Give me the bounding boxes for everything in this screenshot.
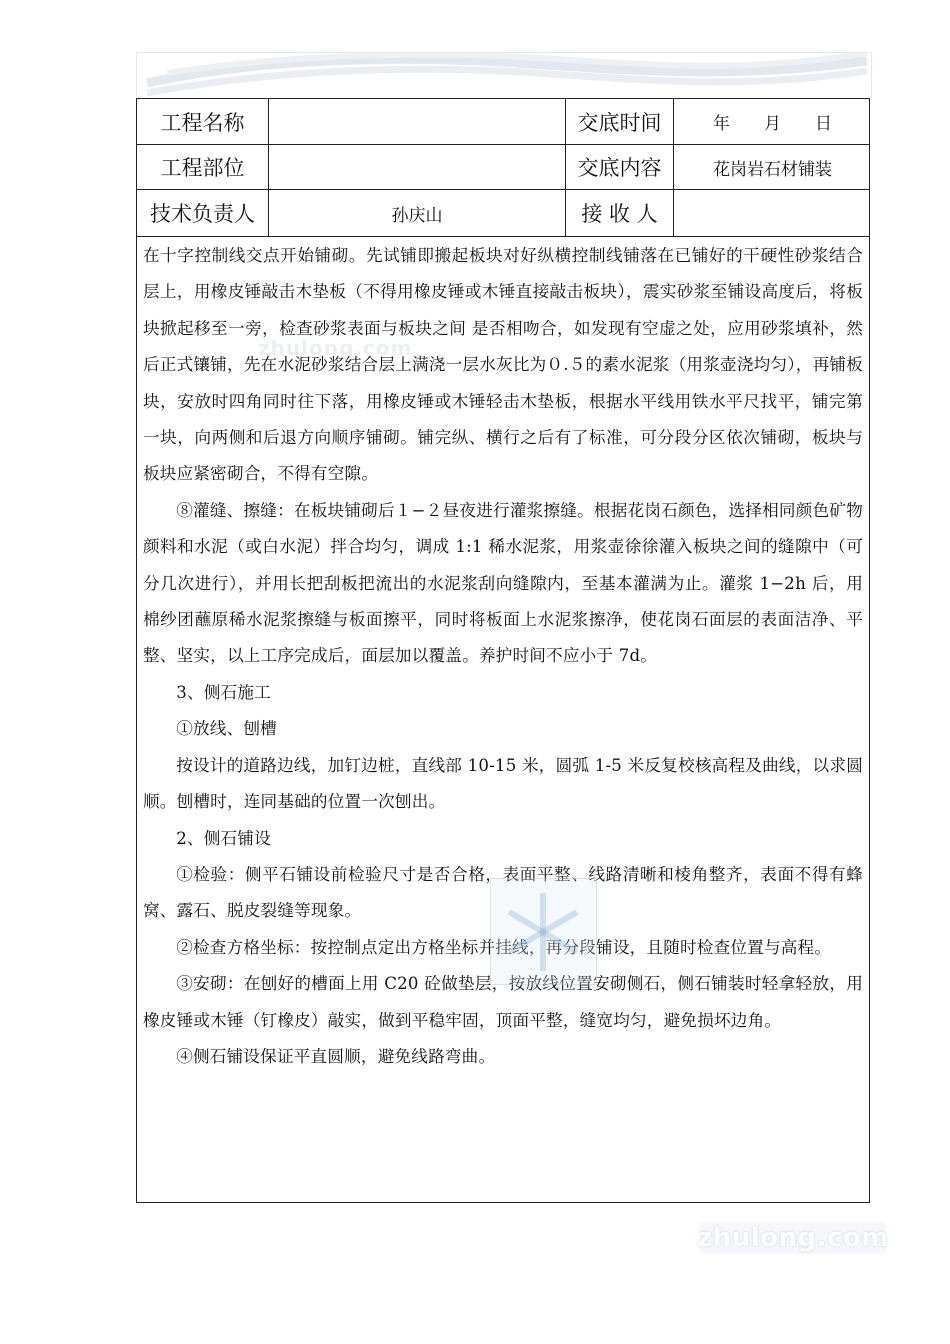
- faint-watermark-text: zhulong.com: [258, 336, 413, 360]
- project-part-label: 工程部位: [160, 156, 245, 180]
- zhulong-watermark: zhulong.com: [697, 1223, 889, 1253]
- handover-time-label: 交底时间: [577, 110, 662, 135]
- section-heading-curbstone: 3、侧石施工: [176, 682, 271, 702]
- handover-content-value: 花岗岩石材铺装: [713, 159, 832, 180]
- paragraph-grouting: ⑧灌缝、擦缝：在板块铺砌后１−２昼夜进行灌浆擦缝。根据花岗石颜色，选择相同颜色矿物颜料和水泥（或白水泥）拌合均匀，调成 1:1 稀水泥浆，用浆壶徐徐灌入板块之间的缝隙中（可分几次进行），并用长把刮板把流出的水泥浆刮向缝隙内，至基本灌满为止。灌浆 1−2h 后，用棉纱团蘸原稀水泥浆擦缝与板面擦平，同时将板面上水泥浆擦净，使花岗石面层的表面洁净、平整、坚实，以上工序完成后，面层加以覆盖。养护时间不应小于 7d。: [143, 500, 863, 666]
- paragraph-paving: 在十字控制线交点开始铺砌。先试铺即搬起板块对好纵横控制线铺落在已铺好的干硬性砂浆结合层上，用橡皮锤敲击木垫板（不得用橡皮锤或木锤直接敲击板块），震实砂浆至铺设高度后，将板块掀起移至一旁，检查砂浆表面与板块之间 是否相吻合，如发现有空虚之处，应用砂浆填补，然后正式镶铺，先在水泥砂浆结合层上满浇一层水灰比为０.５的素水泥浆（用浆壶浇均匀），再铺板块，安放时四角同时往下落，用橡皮锤或木锤轻击木垫板，根据水平线用铁水平尺找平，铺完第一块，向两侧和后退方向顺序铺砌。铺完纵、横行之后有了标准，可分段分区依次铺砌，板块与板块应紧密砌合，不得有空隙。: [143, 246, 863, 484]
- handover-time-value: 年 月 日: [713, 114, 832, 134]
- header-banner: [136, 52, 872, 99]
- project-name-value: [269, 99, 565, 144]
- paragraph-grid-check: ②检查方格坐标：按控制点定出方格坐标并挂线，再分段铺设，且随时检查位置与高程。: [176, 937, 832, 957]
- tech-lead-value: 孙庆山: [391, 205, 443, 226]
- watermark-logo-box: [490, 878, 597, 985]
- paragraph-layout: 按设计的道路边线，加钉边桩，直线部 10-15 米，圆弧 1-5 米反复校核高程及曲线，以求圆顺。刨槽时，连同基础的位置一次刨出。: [143, 755, 863, 812]
- snowflake-logo-icon: [491, 879, 596, 984]
- tech-lead-label: 技术负责人: [150, 202, 255, 226]
- section-heading-curb-laying: 2、侧石铺设: [176, 828, 271, 848]
- banner-wave-graphic: [137, 53, 871, 99]
- handover-sheet: [136, 98, 870, 1203]
- paragraph-alignment: ④侧石铺设保证平直圆顺，避免线路弯曲。: [176, 1046, 496, 1066]
- paragraph-inspection: ①检验：侧平石铺设前检验尺寸是否合格，表面平整、线路清晰和棱角整齐，表面不得有蜂窝、露石、脱皮裂缝等现象。: [143, 864, 863, 921]
- receiver-value: [674, 190, 871, 236]
- project-name-label: 工程名称: [160, 110, 245, 135]
- subheading-layout-trench: ①放线、刨槽: [176, 719, 277, 739]
- header-table: [137, 99, 869, 237]
- handover-content-label: 交底内容: [577, 156, 662, 180]
- project-part-value: [269, 145, 565, 189]
- receiver-label: 接 收 人: [581, 202, 658, 226]
- paragraph-installation: ③安砌：在刨好的槽面上用 C20 砼做垫层，按放线位置安砌侧石，侧石铺装时轻拿轻放，用橡皮锤或木锤（钉橡皮）敲实，做到平稳牢固，顶面平整，缝宽均匀，避免损坏边角。: [143, 974, 863, 1030]
